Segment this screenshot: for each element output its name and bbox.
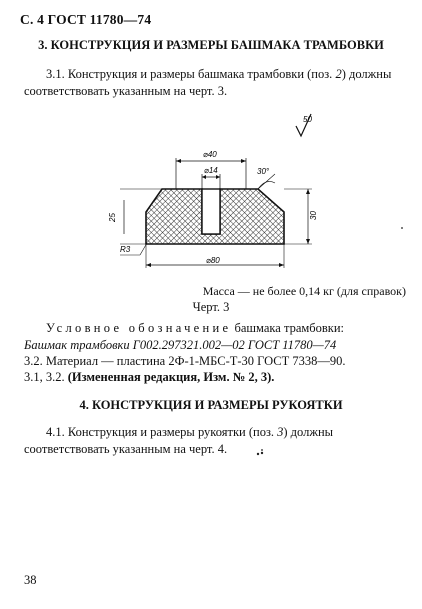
paragraph-4-1 <box>24 424 409 458</box>
paragraph-3-1-position: 2 <box>335 67 342 81</box>
page-header: С. 4 ГОСТ 11780—74 <box>20 12 152 27</box>
designation-line <box>24 320 409 337</box>
dimension-diameter-14 <box>202 166 220 189</box>
amendment-note-refs: 3.1, 3.2. <box>24 370 68 384</box>
dimension-height-25-label: 25 <box>108 213 117 222</box>
dimension-diameter-80 <box>146 244 284 268</box>
mass-note: Масса — не более 0,14 кг (для справок) <box>202 284 406 298</box>
page-number: 38 <box>24 573 37 587</box>
speck-dots <box>255 448 267 458</box>
dimension-height-30-label: 30 <box>309 211 318 220</box>
shoe-section <box>146 189 284 244</box>
paragraph-4-1-text-b: ) должны соответствовать указанным на черт. 4. <box>24 425 334 456</box>
paragraph-3-1 <box>24 66 409 100</box>
drawing-3-shoe <box>100 108 410 278</box>
amendment-note-text: (Измененная редакция, Изм. № 2, 3). <box>67 370 275 384</box>
amendment-note <box>24 369 409 386</box>
paragraph-4-1-text-a: 4.1. Конструкция и размеры рукоятки (поз. <box>46 425 278 439</box>
dimension-angle-30 <box>257 167 275 189</box>
paragraph-3-1-text-b: ) должны соответствовать указанным на черт. 3. <box>24 67 392 98</box>
paragraph-3-1-text-a: 3.1. Конструкция и размеры башмака трамбовки (поз. <box>46 67 336 81</box>
designation-label-tail: башмака трамбовки: <box>231 321 345 335</box>
dimension-diameter-80-label: ⌀80 <box>206 256 220 265</box>
paragraph-3-2: 3.2. Материал — пластина 2Ф-1-МБС-Т-30 ГОСТ 7338—90. <box>24 354 346 368</box>
roughness-symbol <box>296 114 312 136</box>
dimension-height-30 <box>284 189 318 244</box>
roughness-value: 50 <box>303 115 312 124</box>
dimension-radius-3 <box>120 243 147 255</box>
dimension-angle-30-label: 30° <box>257 167 270 176</box>
designation-example: Башмак трамбовки Г002.297321.002—02 ГОСТ 11780—74 <box>24 338 337 352</box>
figure-caption: Черт. 3 <box>192 300 230 314</box>
section-4-title: 4. КОНСТРУКЦИЯ И РАЗМЕРЫ РУКОЯТКИ <box>79 398 343 412</box>
designation-label: Условное обозначение <box>46 321 232 335</box>
dimension-diameter-14-label: ⌀14 <box>204 166 218 175</box>
speck-mark <box>401 227 403 229</box>
paragraph-4-1-position: 3 <box>277 425 284 439</box>
dimension-radius-3-label: R3 <box>120 245 131 254</box>
section-3-title: 3. КОНСТРУКЦИЯ И РАЗМЕРЫ БАШМАКА ТРАМБОВКИ <box>38 38 384 52</box>
dimension-diameter-40-label: ⌀40 <box>203 150 217 159</box>
